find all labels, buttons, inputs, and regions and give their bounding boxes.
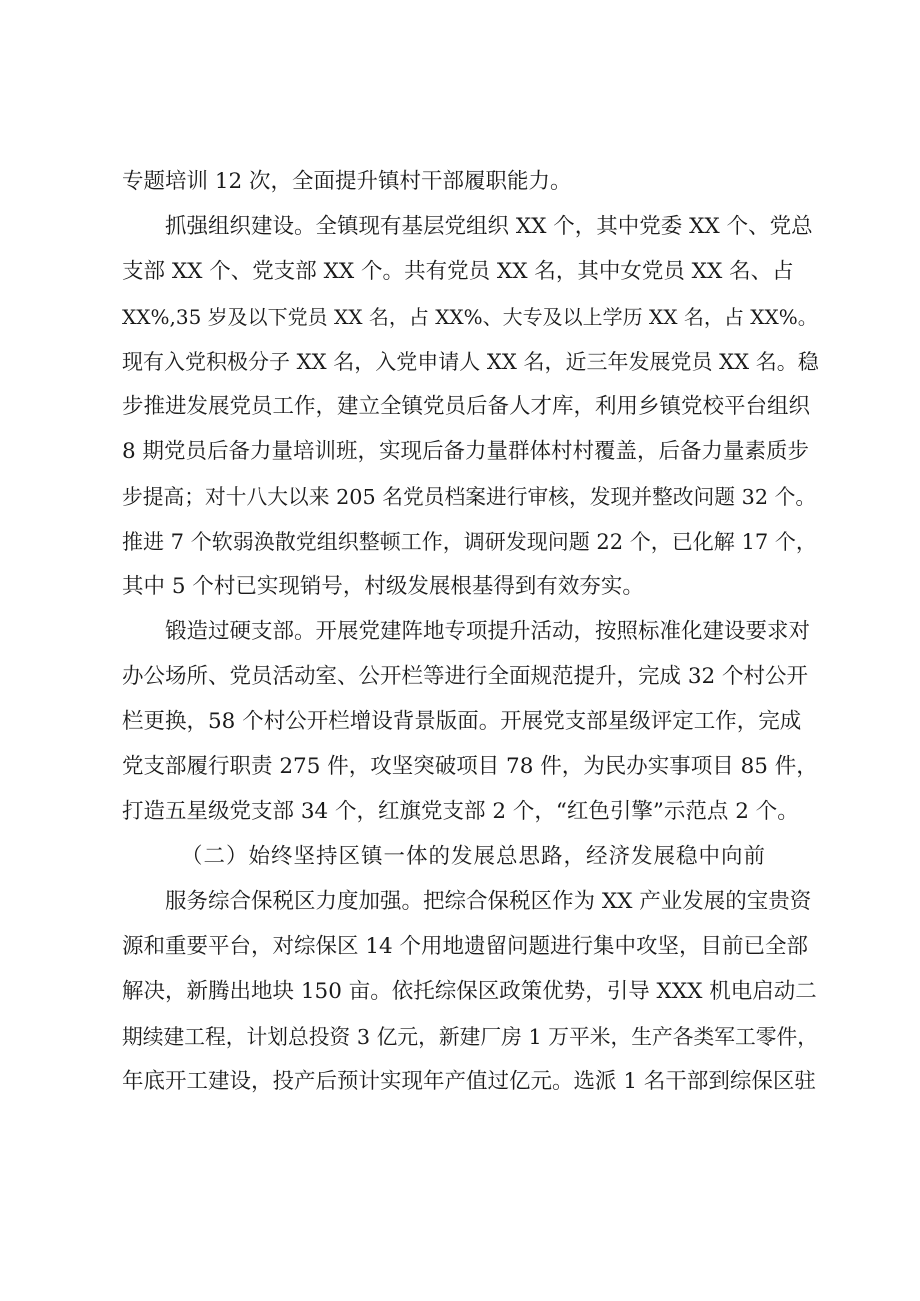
paragraph-line: 推进 7 个软弱涣散党组织整顿工作，调研发现问题 22 个，已化解 17 个， (122, 530, 817, 554)
paragraph-line: 栏更换，58 个村公开栏增设背景版面。开展党支部星级评定工作，完成 (122, 709, 802, 734)
paragraph-line: 源和重要平台，对综保区 14 个用地遗留问题进行集中攻坚，目前已全部 (122, 934, 809, 959)
paragraph-line: 锻造过硬支部。开展党建阵地专项提升活动，按照标准化建设要求对 (165, 619, 811, 644)
paragraph-line: 现有入党积极分子 XX 名，入党申请人 XX 名，近三年发展党员 XX 名。稳 (122, 350, 819, 374)
paragraph-line: XX%,35 岁及以下党员 XX 名，占 XX%、大专及以上学历 XX 名，占 XX%。 (122, 305, 818, 329)
paragraph-line: 专题培训 12 次，全面提升镇村干部履职能力。 (122, 169, 572, 194)
paragraph-line: 解决，新腾出地块 150 亩。依托综保区政策优势，引导 XXX 机电启动二 (122, 979, 817, 1004)
paragraph-line: 步提高；对十八大以来 205 名党员档案进行审核，发现并整改问题 32 个。 (122, 485, 817, 509)
paragraph-line: 步推进发展党员工作，建立全镇党员后备人才库，利用乡镇党校平台组织 (122, 394, 811, 419)
paragraph-line: 支部 XX 个、党支部 XX 个。共有党员 XX 名，其中女党员 XX 名、占 (122, 259, 794, 284)
paragraph-line: 抓强组织建设。全镇现有基层党组织 XX 个，其中党委 XX 个、党总 (165, 214, 813, 239)
paragraph-line: 党支部履行职责 275 件，攻坚突破项目 78 件，为民办实事项目 85 件， (122, 754, 818, 779)
paragraph-line: 年底开工建设，投产后预计实现年产值过亿元。选派 1 名干部到综保区驻 (122, 1069, 816, 1094)
paragraph-line: 办公场所、党员活动室、公开栏等进行全面规范提升，完成 32 个村公开 (122, 664, 809, 689)
paragraph-line: 期续建工程，计划总投资 3 亿元，新建厂房 1 万平米，生产各类军工零件， (122, 1025, 819, 1049)
paragraph-line: 8 期党员后备力量培训班，实现后备力量群体村村覆盖，后备力量素质步 (122, 439, 810, 464)
paragraph-line: 打造五星级党支部 34 个，红旗党支部 2 个，“红色引擎”示范点 2 个。 (122, 799, 799, 824)
section-heading: （二）始终坚持区镇一体的发展总思路，经济发展稳中向前 (181, 844, 767, 869)
paragraph-line: 其中 5 个村已实现销号，村级发展根基得到有效夯实。 (122, 574, 644, 599)
paragraph-line: 服务综合保税区力度加强。把综合保税区作为 XX 产业发展的宝贵资 (165, 889, 812, 914)
